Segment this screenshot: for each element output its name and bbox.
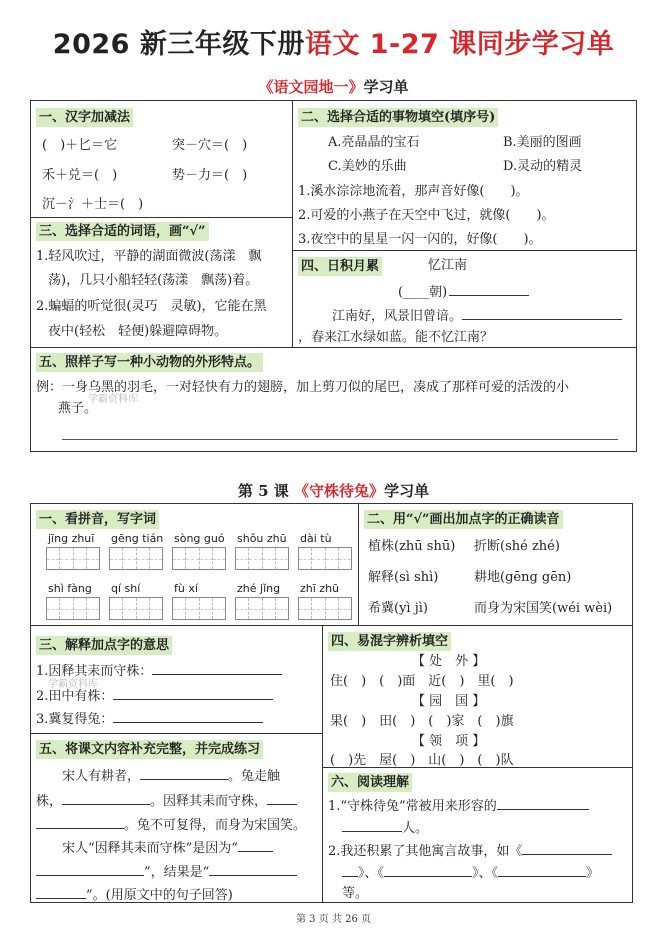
u2-s4-group: 【 园 国 】 [412,694,486,709]
u1-s5-example: 燕子。 [58,401,98,416]
u2-s4-row: 果( ) 田( ) ( )家 ( )旗 [330,714,514,729]
u2-s5-line: ”，结果是“ [36,862,297,881]
u2-s3-item: 3.冀复得兔： [36,709,263,728]
u2-s2-item: 耕地(gēng gēn) [474,570,572,585]
u1-s1-q1: ( )＋匕＝它 [42,138,118,153]
unit1-title: 《语文园地一》学习单 [258,78,409,96]
u2-s2-item: 植株(zhū shū) [368,539,456,554]
u2-s2-label: 二、用“√”画出加点字的正确读音 [364,510,563,529]
u2-s4-group: 【 领 项 】 [412,734,486,749]
u1-s1-q3: 禾＋兑＝( ) [42,168,118,183]
watermark: 学霸资料库 [48,679,98,690]
u2-s6-q2-end: 等。 [342,886,369,901]
u2-s5-label: 五、将课文内容补充完整，并完成练习 [36,740,263,759]
writing-grid[interactable] [298,597,352,620]
poem-line2: ，春来江水绿如蓝。能不忆江南？ [298,330,494,345]
u2-s5-line: 宋人有耕者， 。兔走触 [62,766,280,785]
u1-s3-line: 2.蝙蝠的听觉很(灵巧 灵敏)，它能在黑 [36,299,267,314]
poem-title: 忆江南 [428,258,468,273]
u2-s6-label: 六、阅读理解 [328,773,412,792]
u1-s3-line: 荡)，几只小船轻轻(荡漾 飘荡)着。 [48,273,259,288]
u1-s1-q4: 势－力＝( ) [172,168,248,183]
u2-s4-row: 住( ) ( )面 近( ) 里( ) [330,674,514,689]
unit2-title: 第 5 课 《守株待兔》学习单 [237,482,430,500]
watermark: 学霸资料库 [88,394,138,405]
pinyin-label: gēng tián [111,532,164,545]
page-number: 第 3 页 共 26 页 [296,914,371,925]
u1-s2-question: 1.溪水淙淙地流着，那声音好像( )。 [298,184,529,199]
u2-s3-item: 2.田中有株： [36,686,273,705]
pinyin-label: dài tù [300,532,332,545]
u2-s1-label: 一、看拼音，写字词 [36,510,159,529]
u1-s3-line: 1.轻风吹过，平静的湖面微波(荡漾 飘 [36,249,262,264]
pinyin-label: shǒu zhū [237,532,287,545]
u2-s5-line: 株， 。因释其耒而守株， [36,791,297,810]
page-title: 2026 新三年级下册语文 1-27 课同步学习单 [52,29,615,60]
u1-s4-label: 四、日积月累 [298,257,382,276]
u2-s4-row: ( )先 屋( ) 山( ) ( )队 [330,753,514,768]
writing-grid[interactable] [298,547,352,570]
u2-s6-q2: 》、《 》、《 》 [342,863,599,882]
writing-grid[interactable] [46,547,100,570]
pinyin-label: zhé jǐng [237,582,281,595]
u1-s5-label: 五、照样子写一种小动物的外形特点。 [36,353,263,372]
u2-s2-item: 解释(sì shì) [368,570,439,585]
writing-grid[interactable] [172,547,226,570]
u1-s1-q5: 沉－氵＋士＝( ) [42,197,144,212]
writing-grid[interactable] [109,597,163,620]
pinyin-label: jīng zhuī [48,532,95,545]
u2-s2-item: 希冀(yì jì) [368,601,428,616]
u1-s2-option: B.美丽的图画 [503,135,582,150]
u1-s2-option: D.灵动的精灵 [503,159,583,174]
pinyin-label: zhī zhū [300,582,340,595]
u1-s2-option: C.美妙的乐曲 [328,159,407,174]
writing-grid[interactable] [172,597,226,620]
u2-s6-q1: 人。 [342,818,428,837]
u2-s6-q2: 2.我还积累了其他寓言故事，如《 [328,841,612,860]
u1-s2-question: 3.夜空中的星星一闪一闪的，好像( )。 [298,232,542,247]
poem-line1: 江南好，风景旧曾谙。 [332,306,622,325]
u1-s1-q2: 突－穴＝( ) [172,138,248,153]
u2-s3-label: 三、解释加点字的意思 [36,636,172,655]
u1-s2-label: 二、选择合适的事物填空(填序号) [298,108,498,127]
pinyin-label: shì fàng [48,582,92,595]
writing-grid[interactable] [46,597,100,620]
writing-grid[interactable] [235,597,289,620]
u2-s5-line: ”。(用原文中的句子回答) [36,885,233,904]
u1-s1-label: 一、汉字加减法 [36,108,133,127]
u2-s2-item: 而身为宋国笑(wéi wèi) [474,601,613,616]
u1-s5-example: 例：一身乌黑的羽毛，一对轻快有力的翅膀，加上剪刀似的尾巴，凑成了那样可爱的活泼的小 [36,380,570,395]
u1-s3-label: 三、选择合适的词语，画“√” [36,222,209,241]
writing-grid[interactable] [235,547,289,570]
writing-grid[interactable] [109,547,163,570]
u2-s2-item: 折断(shé zhé) [474,539,560,554]
u2-s4-label: 四、易混字辨析填空 [328,632,451,651]
u2-s5-line: 宋人“因释其耒而守株”是因为“ [62,838,273,857]
pinyin-label: sòng guó [174,532,225,545]
pinyin-label: qí shí [111,582,141,595]
u1-s2-option: A.亮晶晶的宝石 [328,135,420,150]
u2-s6-q1: 1.“守株待兔”常被用来形容的 [328,796,589,815]
u2-s4-group: 【 处 外 】 [412,654,486,669]
poem-dynasty: (____朝) [398,282,529,301]
u2-s5-line: 。兔不可复得，而身为宋国笑。 [36,815,306,834]
pinyin-label: fù xí [174,582,198,595]
u1-s3-line: 夜中(轻松 轻便)躲避障碍物。 [48,324,228,339]
u1-s2-question: 2.可爱的小燕子在天空中飞过，就像( )。 [298,208,555,223]
u2-s3-item: 1.因释其耒而守株： [36,661,282,680]
